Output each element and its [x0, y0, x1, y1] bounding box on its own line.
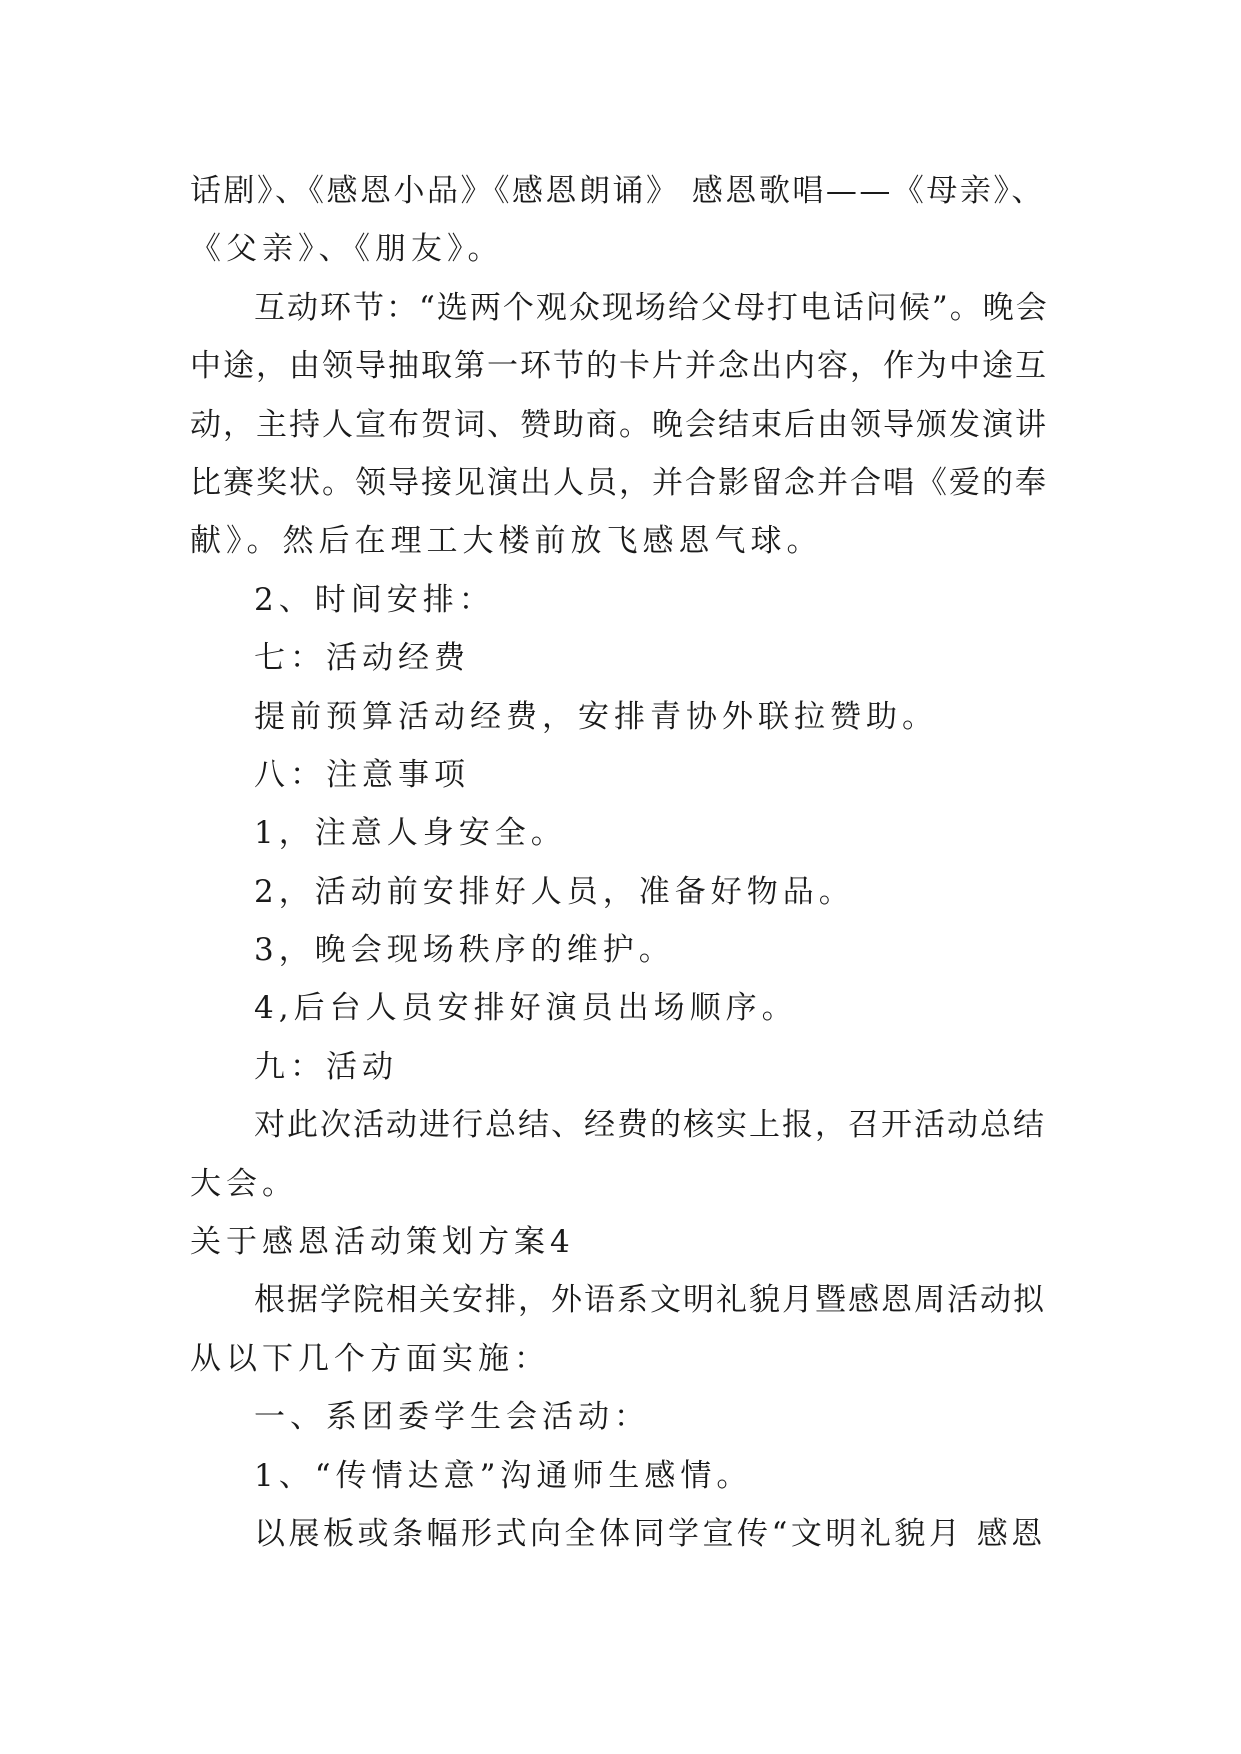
list-item: 1、“传情达意”沟通师生感情。 [254, 1457, 753, 1494]
section-heading: 七：活动经费 [254, 640, 470, 677]
list-item: 3，晚会现场秩序的维护。 [254, 932, 675, 969]
document-title: 关于感恩活动策划方案4 [190, 1224, 575, 1261]
text-line: 话剧》、《感恩小品》《感恩朗诵》 感恩歌唱——《母亲》、 [190, 173, 1045, 209]
text-line: 以展板或条幅形式向全体同学宣传“文明礼貌月 感恩 [254, 1515, 1046, 1552]
section-heading: 一、系团委学生会活动： [254, 1399, 650, 1436]
text-line: 动，主持人宣布贺词、赞助商。晚会结束后由领导颁发演讲 [190, 406, 1048, 443]
text-line: 2、时间安排： [254, 581, 495, 618]
text-line: 提前预算活动经费，安排青协外联拉赞助。 [254, 698, 938, 735]
text-line: 献》。然后在理工大楼前放飞感恩气球。 [190, 523, 823, 560]
text-line: 比赛奖状。领导接见演出人员，并合影留念并合唱《爱的奉 [190, 464, 1048, 501]
section-heading: 八：注意事项 [254, 756, 470, 793]
text-line: 对此次活动进行总结、经费的核实上报，召开活动总结 [254, 1107, 1046, 1144]
text-line: 从以下几个方面实施： [190, 1340, 550, 1377]
list-item: 4,后台人员安排好演员出场顺序。 [254, 990, 798, 1027]
text-line: 《父亲》、《朋友》。 [190, 231, 504, 268]
text-line: 根据学院相关安排，外语系文明礼貌月暨感恩周活动拟 [254, 1282, 1046, 1319]
document-body [190, 162, 1050, 1563]
text-line: 中途，由领导抽取第一环节的卡片并念出内容，作为中途互 [190, 348, 1048, 385]
text-line: 大会。 [190, 1165, 298, 1202]
text-line: 互动环节：“选两个观众现场给父母打电话问候”。晚会 [254, 289, 1049, 326]
section-heading: 九：活动 [254, 1048, 398, 1085]
list-item: 2，活动前安排好人员，准备好物品。 [254, 873, 855, 910]
list-item: 1，注意人身安全。 [254, 815, 567, 852]
